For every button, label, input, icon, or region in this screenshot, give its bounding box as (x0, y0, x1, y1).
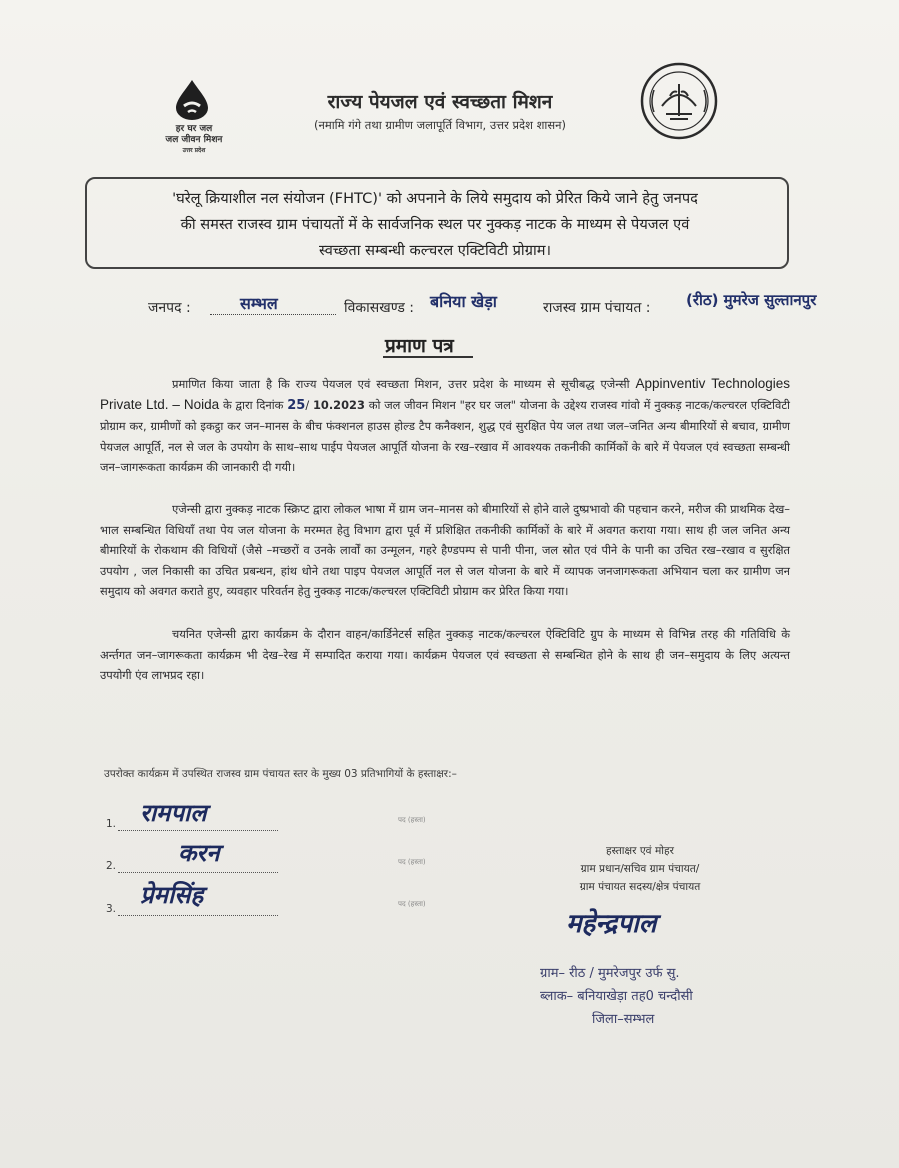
official-stamp (540, 962, 780, 1031)
participant-1-number: 1. (106, 818, 117, 830)
logo-line-1: हर घर जल (175, 124, 213, 134)
heading-line-3: स्वच्छता सम्बन्धी कल्चरल एक्टिविटी प्रोग्राम। (319, 242, 551, 259)
page-subtitle: (नमामि गंगे तथा ग्रामीण जलापूर्ति विभाग, उत्तर प्रदेश शासन) (313, 118, 567, 132)
paragraph-1-part-1: प्रमाणित किया जाता है कि राज्य पेयजल एवं स्वच्छता मिशन, उत्तर प्रदेश के माध्यम से सूचीबद्ध एजेन्सी (172, 377, 630, 391)
gram-panchayat-value: (रीठ) मुमरेज सुल्तानपुर (686, 291, 817, 309)
participant-3-number: 3. (106, 903, 117, 915)
participant-2-signature: करन (178, 839, 220, 867)
paragraph-2 (100, 499, 790, 602)
district-value: सम्भल (240, 294, 278, 313)
paragraph-3-text: चयनित एजेन्सी द्वारा कार्यक्रम के दौरान वाहन/कार्डिनेटर्स सहित नुक्कड़ नाटक/कल्चरल ऐक्टिविटि ग्रुप के माध्यम से विभिन्न तरह की गतिविधि के अर्न्तगत जन–जागरूकता कार्यक्रम भी देख–रेख में सम्पादित कराया गया। कार्यक्रम पेयजल एवं स्वच्छता से सम्बन्धित होने के साथ ही जन–समुदाय के लिए अत्यन्त उपयोगी एंव लाभप्रद रहा। (100, 627, 790, 682)
page-title: राज्य पेयजल एवं स्वच्छता मिशन (327, 91, 553, 113)
certificate-title: प्रमाण पत्र (385, 335, 454, 357)
signatory-line-2: ग्राम प्रधान/सचिव ग्राम पंचायत/ (580, 863, 700, 875)
paragraph-1-part-2: के द्वारा दिनांक (222, 397, 284, 412)
participant-2-line (118, 872, 278, 873)
stamp-line-2: ब्लाक– बनियाखेड़ा तह0 चन्दौसी (540, 989, 693, 1004)
date-day: 25 (287, 397, 306, 413)
up-government-seal-icon (640, 62, 718, 140)
paragraph-3 (100, 624, 790, 686)
participant-1-signature: रामपाल (140, 799, 207, 827)
participant-3-faint-label: पद (हस्ता) (398, 900, 426, 908)
participant-3-signature: प्रेमसिंह (140, 881, 204, 909)
signatory-line-1: हस्ताक्षर एवं मोहर (606, 845, 674, 857)
pradhan-signature: महेन्द्रपाल (566, 909, 657, 939)
paragraph-2-text: एजेन्सी द्वारा नुक्कड़ नाटक स्क्रिप्ट द्वारा लोकल भाषा में ग्राम जन–मानस को बीमारियों से होने वाले दुष्प्रभावो की पहचान करने, मरीज की प्राथमिक देख–भाल सम्बन्धित विधियाँ तथा पेय जल योजना के मरम्मत हेतु विभाग द्वारा पूर्व में प्रशिक्षित तकनीकी कार्मिकों के बारे में अवगत कराया गया। साथ ही जल जनित अन्य बीमारियों के रोकथाम की विधियों (जैसे –मच्छरों व उनके लार्वों का उन्मूलन, गहरे हैण्डपम्प से पानी पीना, जल स्रोत एवं पीने के पानी का उचित रख–रखाव व सुरक्षित उपयोग , जल निकासी का उचित प्रबन्धन, हांथ धोने तथा पाइप पेयजल आपूर्ति नल से जल योजना के बारे में व्यापक जनजागरूकता अभियान चला कर ग्रामीण जन समुदाय को अवगत कराते हुए, व्यवहार परिवर्तन हेतु नुक्कड़ नाटक/कल्चरल एक्टिविटी प्रोग्राम कर प्रेरित किया गया। (100, 502, 790, 598)
heading-line-2: की समस्त राजस्व ग्राम पंचायतों में के सार्वजनिक स्थल पर नुक्कड़ नाटक के माध्यम से पेयजल एवं (180, 216, 690, 233)
stamp-line-3: जिला–सम्भल (592, 1012, 655, 1027)
paragraph-1: प्रमाणित किया जाता है कि राज्य पेयजल एवं स्वच्छता मिशन, उत्तर प्रदेश के माध्यम से सूचीबद्ध एजेन्सी Appinventiv Technologies Private Ltd. – Noida के द्वारा दिनांक 25/ 10.2023 को जल जीवन मिशन "हर घर जल" योजना के उद्देश्य राजस्व गांवो में नुक्कड़ नाटक/कल्चरल एक्टिविटी प्रोग्राम कर, ग्रामीणों को इकट्ठा कर जन–मानस के बीच फंक्शनल हाउस होल्ड टैप कनैक्शन, शुद्ध एवं सुरक्षित पेय जल तथा जल–जनित अन्य बीमारियों से बचाव, ग्रामीण पेयजल आपूर्ति, नल से जल के उपयोग के साथ–साथ पाईप पेयजल आपूर्ति योजना के रख–रखाव में आवश्यक तकनीकी कार्मिकों के बारे में पेयजल एवं स्वच्छता सम्बन्धी जन–जागरूकता कार्यक्रम की जानकारी दी गयी। (100, 376, 791, 474)
date-rest: 10.2023 (313, 397, 365, 412)
block-value: बनिया खेड़ा (430, 292, 497, 311)
participant-2-number: 2. (106, 860, 117, 872)
heading-line-1: 'घरेलू क्रियाशील नल संयोजन (FHTC)' को अपनाने के लिये समुदाय को प्रेरित किये जाने हेतु जनपद (172, 190, 698, 207)
program-heading (100, 186, 770, 264)
water-drop-icon (170, 78, 214, 122)
signatory-block (540, 842, 740, 896)
participant-2-faint-label: पद (हस्ता) (398, 858, 426, 866)
participant-1-faint-label: पद (हस्ता) (398, 816, 426, 824)
participant-1-line (118, 830, 278, 831)
district-dotted-line (210, 314, 336, 315)
logo-line-3: उत्तर प्रदेश (182, 147, 206, 154)
jal-jeevan-mission-logo (160, 78, 228, 158)
agency-name: Appinventiv Technologies Private Ltd. – Noida (100, 376, 791, 412)
stamp-line-1: ग्राम– रीठ / मुमरेजपुर उर्फ सु. (540, 966, 680, 981)
logo-line-2: जल जीवन मिशन (165, 135, 223, 145)
gram-panchayat-label: राजस्व ग्राम पंचायत : (543, 300, 651, 316)
district-label: जनपद : (148, 300, 191, 316)
participants-intro: उपरोक्त कार्यक्रम में उपस्थित राजस्व ग्राम पंचायत स्तर के मुख्य 03 प्रतिभागियों के हस्ताक्षर:– (104, 768, 457, 780)
certificate-title-underline (383, 356, 473, 358)
paragraph-1-part-3: को जल जीवन मिशन "हर घर जल" योजना के उद्देश्य राजस्व गांवो में नुक्कड़ नाटक/कल्चरल एक्टिविटी प्रोग्राम कर, ग्रामीणों को इकट्ठा कर जन–मानस के बीच फंक्शनल हाउस होल्ड टैप कनैक्शन, शुद्ध एवं सुरक्षित पेय जल तथा जल–जनित अन्य बीमारियों से बचाव, ग्रामीण पेयजल आपूर्ति, नल से जल के उपयोग के साथ–साथ पाईप पेयजल आपूर्ति योजना के रख–रखाव में आवश्यक तकनीकी कार्मिकों के बारे में पेयजल एवं स्वच्छता सम्बन्धी जन–जागरूकता कार्यक्रम की जानकारी दी गयी। (100, 397, 791, 474)
signatory-line-3: ग्राम पंचायत सदस्य/क्षेत्र पंचायत (579, 881, 701, 893)
block-label: विकासखण्ड : (344, 300, 415, 316)
participant-3-line (118, 915, 278, 916)
